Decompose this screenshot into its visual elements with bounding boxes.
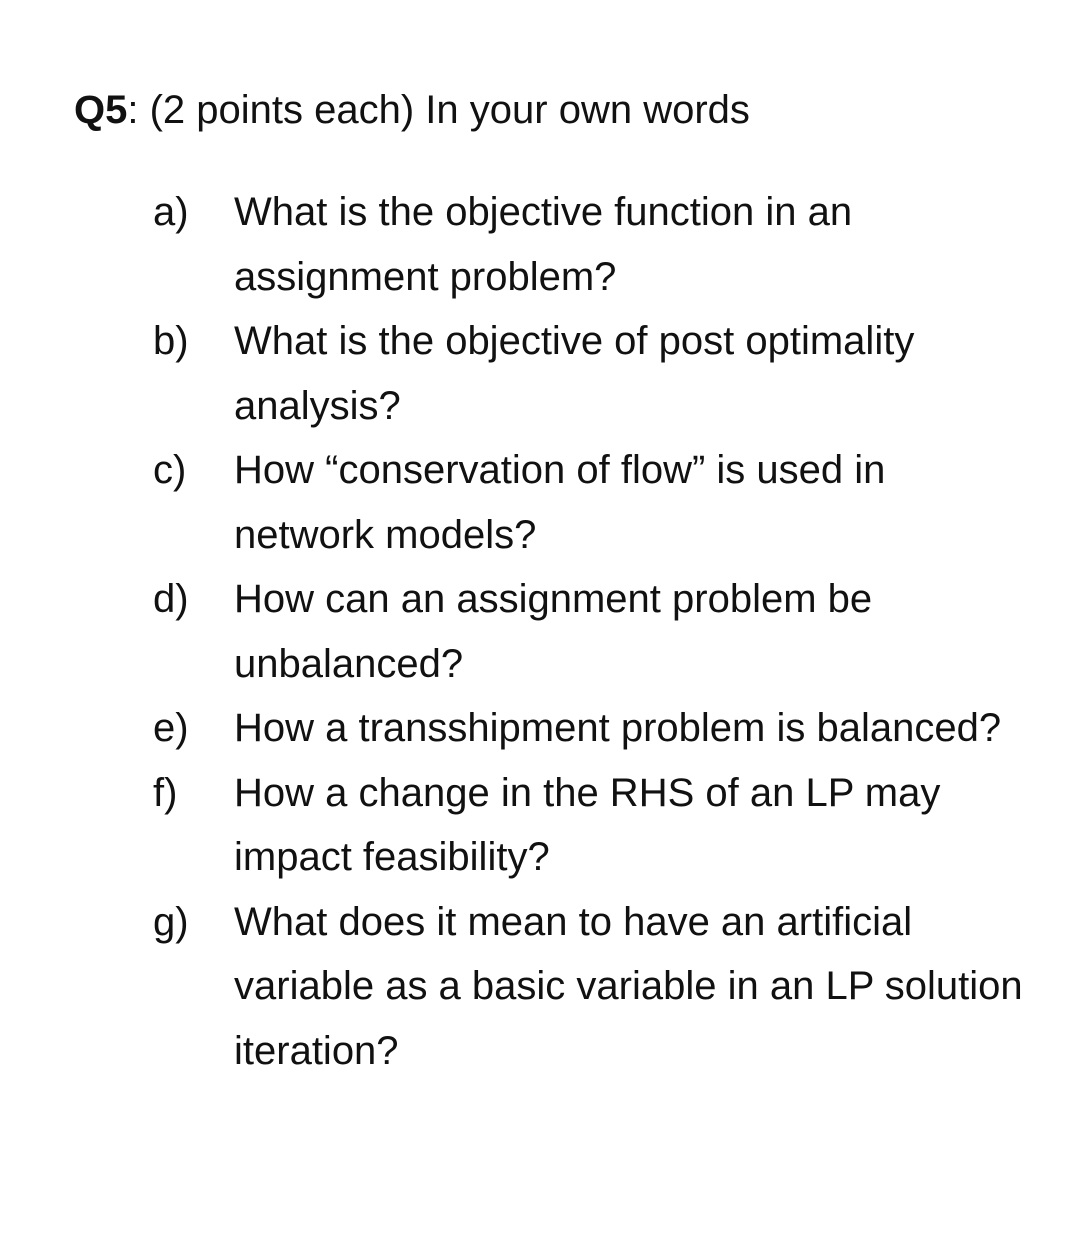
item-marker: g)	[153, 899, 189, 944]
question-heading	[74, 84, 750, 136]
list-item-a	[153, 180, 1033, 309]
list-item-e	[153, 696, 1033, 761]
question-separator: :	[127, 88, 139, 132]
list-item-f	[153, 761, 1033, 890]
item-marker: c)	[153, 448, 187, 492]
list-item-g	[153, 890, 1033, 1084]
question-prompt: (2 points each) In your own words	[138, 88, 750, 132]
item-text: What is the objective of post optimality analysis?	[234, 319, 915, 428]
item-marker: d)	[153, 577, 189, 621]
question-list	[153, 180, 1033, 1083]
item-marker: b)	[153, 319, 189, 363]
item-text: What does it mean to have an artificial variable as a basic variable in an LP solution iteration?	[234, 899, 1023, 1073]
item-marker: f)	[153, 770, 178, 815]
item-marker: e)	[153, 706, 189, 750]
list-item-c	[153, 438, 1033, 567]
item-text: How a change in the RHS of an LP may impact feasibility?	[234, 770, 941, 879]
question-number: Q5	[74, 88, 128, 132]
item-text: What is the objective function in an assignment problem?	[234, 190, 853, 299]
item-marker: a)	[153, 190, 189, 234]
item-text: How a transshipment problem is balanced?	[234, 706, 1002, 750]
list-item-b	[153, 309, 1033, 438]
item-text: How can an assignment problem be unbalanced?	[234, 577, 873, 686]
list-item-d	[153, 567, 1033, 696]
item-text: How “conservation of flow” is used in network models?	[234, 448, 886, 557]
